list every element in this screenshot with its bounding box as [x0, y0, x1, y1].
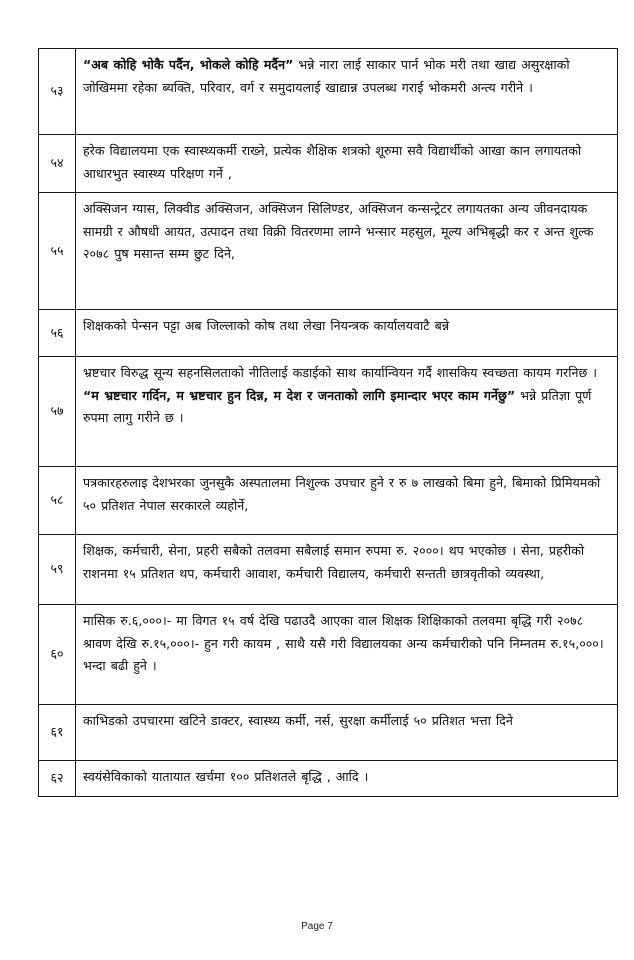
document-table: [38, 48, 618, 797]
table-row: [39, 357, 618, 467]
row-number: ५५: [39, 193, 76, 310]
row-number: ५८: [39, 467, 76, 535]
row-text: [76, 357, 618, 467]
row-text: [76, 310, 618, 357]
row-text: [76, 535, 618, 605]
table-row: [39, 761, 618, 797]
row-number: ६२: [39, 761, 76, 797]
row-number: ५९: [39, 535, 76, 605]
table-row: [39, 467, 618, 535]
row-text: [76, 761, 618, 797]
page-number: Page 7: [301, 921, 333, 932]
row-text: [76, 49, 618, 135]
table-row: [39, 193, 618, 310]
table-row: [39, 605, 618, 705]
row-number: ५३: [39, 49, 76, 135]
row-text: [76, 193, 618, 310]
row-number: ५७: [39, 357, 76, 467]
text-segment: अक्सिजन ग्यास, लिक्वीड अक्सिजन, अक्सिजन सिलिण्डर, अक्सिजन कन्सन्ट्रेटर लगायतका अन्य जीवनदायक सामग्री र औषधी आयत, उत्पादन तथा विक्री वितरणमा लाग्ने भन्सार महसुल, मूल्य अभिबृद्धी कर र अन्त शुल्क २०७८ पुष मसान्त सम्म छुट दिने,: [83, 201, 594, 261]
row-text: [76, 467, 618, 535]
row-number: ५४: [39, 135, 76, 193]
text-segment: काभिडको उपचारमा खटिने डाक्टर, स्वास्थ्य कर्मी, नर्स, सुरक्षा कर्मीलाई ५० प्रतिशत भत्ता दिने: [83, 713, 513, 728]
table-row: [39, 705, 618, 761]
text-segment: शिक्षकको पेन्सन पट्टा अब जिल्लाको कोष तथा लेखा नियन्त्रक कार्यालयवाटै बन्ने: [83, 318, 450, 333]
table-body: [39, 49, 618, 797]
row-text: [76, 705, 618, 761]
row-number: ६०: [39, 605, 76, 705]
text-segment: स्वयंसेविकाको यातायात खर्चमा १०० प्रतिशतले बृद्धि , आदि ।: [83, 769, 369, 784]
table-row: [39, 310, 618, 357]
table-row: [39, 535, 618, 605]
row-number: ६१: [39, 705, 76, 761]
text-segment: हरेक विद्यालयमा एक स्वास्थ्यकर्मी राख्ने, प्रत्येक शैक्षिक शत्रको शूरुमा सवै विद्यार्थीको आखा कान लगायतको आधारभुत स्वास्थ्य परिक्षण गर्ने ,: [83, 143, 582, 181]
text-segment: शिक्षक, कर्मचारी, सेना, प्रहरी सबैको तलवमा सबैलाई समान रुपमा रु. २०००। थप भएकोछ । सेना, प्रहरीको राशनमा १५ प्रतिशत थप, कर्मचारी आवाश, कर्मचारी विद्यालय, कर्मचारी सन्तती छात्रवृतीको व्यवस्था,: [83, 543, 585, 581]
table-row: [39, 135, 618, 193]
bold-quote-segment: “अब कोहि भोकै पर्दैन, भोकले कोहि मर्दैन”: [83, 57, 294, 72]
text-segment: भ्रष्टचार विरुद्ध सून्य सहनसिलताको नीतिलाई कडाईको साथ कार्यान्वियन गर्दै शासकिय स्वच्छता कायम गरनिछ ।: [83, 365, 598, 380]
row-text: [76, 605, 618, 705]
bold-quote-segment: “म भ्रष्टचार गर्दिन, म भ्रष्टचार हुन दिन्न, म देश र जनताको लागि इमान्दार भएर काम गर्नेछु”: [83, 387, 516, 403]
row-number: ५६: [39, 310, 76, 357]
row-text: [76, 135, 618, 193]
text-segment: मासिक रु.६,०००।- मा विगत १५ वर्ष देखि पढाउदै आएका वाल शिक्षक शिक्षिकाको तलवमा बृद्धि गरी २०७८ श्रावण देखि रु.१५,०००।- हुन गरी कायम , साथै यसै गरी विद्यालयका अन्य कर्मचारीको पनि निम्नतम रु.१५,०००। भन्दा बढी हुने ।: [83, 613, 604, 673]
table-row: [39, 49, 618, 135]
text-segment: भन्ने नारा लाई साकार पार्न भोक मरी तथा खाद्य असुरक्षाको जोखिममा रहेका ब्यक्ति, परिवार, वर्ग र समुदायलाई खाद्यान्न उपलब्ध गराई भोकमरी अन्त्य गरीने ।: [83, 57, 570, 95]
text-segment: पत्रकारहरुलाइ देशभरका जुनसुकै अस्पतालमा निशुल्क उपचार हुने र रु ७ लाखको बिमा हुने, बिमाको प्रिमियमको ५० प्रतिशत नेपाल सरकारले व्यहोर्ने,: [83, 475, 601, 513]
text-segment: भन्ने प्रतिज्ञा पूर्ण रुपमा लागु गरीने छ ।: [83, 387, 592, 425]
